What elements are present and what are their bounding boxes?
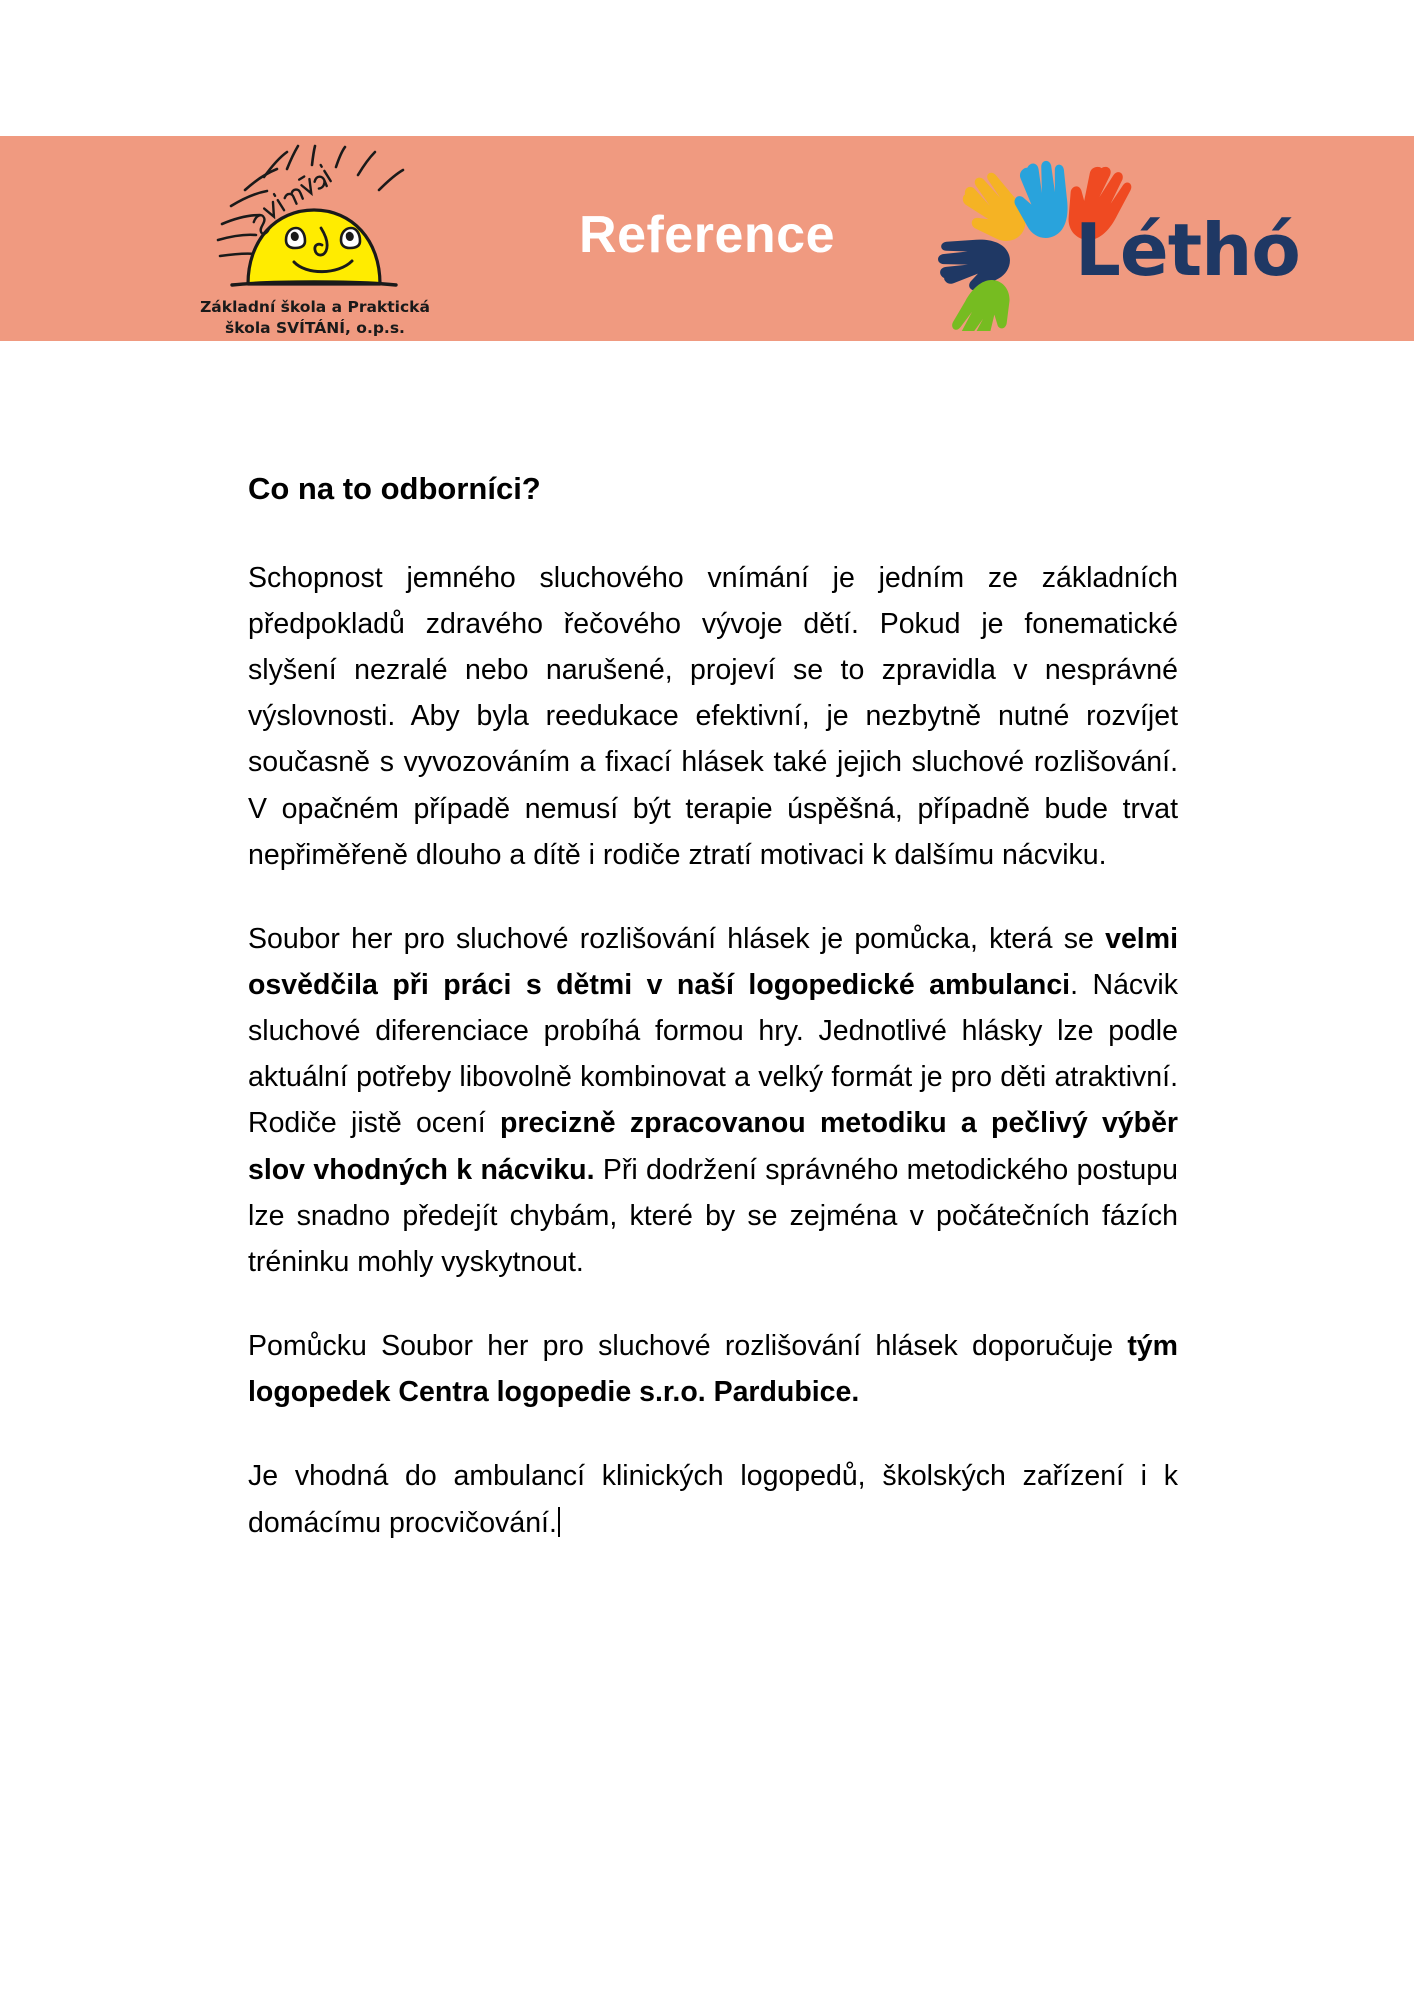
paragraph-3	[248, 1323, 1178, 1415]
paragraph-2-bold-1: velmi osvědčila při práci s dětmi v naší logopedické ambulanci	[248, 922, 1178, 1001]
paragraph-2-bold-2: precizně zpracovanou metodiku a pečlivý výběr slov vhodných k nácviku.	[248, 1107, 1179, 1186]
svitani-caption-line2: škola SVÍTÁNÍ, o.p.s.	[225, 319, 405, 337]
letho-wordmark: Léthó	[1075, 208, 1300, 292]
paragraph-2	[248, 916, 1178, 1285]
document-body	[248, 470, 1178, 1546]
paragraph-2-run-2: . Nácvik sluchové diferenciace probíhá formou hry. Jednotlivé hlásky lze podle aktuální potřeby libovolně kombinovat a velký formát je pro děti atraktivní. Rodiče jistě ocení	[248, 969, 1179, 1140]
paragraph-1-run-1: Schopnost jemného sluchového vnímání je jedním ze základních předpokladů zdravého řečového vývoje dětí. Pokud je fonematické slyšení nezralé nebo narušené, projeví se to zpravidla v nesprávné výslovnosti. Aby byla reedukace efektivní, je nezbytně nutné rozvíjet současně s vyvozováním a fixací hlásek také jejich sluchové rozlišování. V opačném případě nemusí být terapie úspěšná, případně bude trvat nepřiměřeně dlouho a dítě i rodiče ztratí motivaci k dalšímu nácviku.	[248, 561, 1178, 871]
svitani-sun-logo	[190, 144, 440, 339]
text-cursor	[558, 1507, 560, 1537]
paragraph-1	[248, 555, 1178, 878]
paragraph-4-run-1: Je vhodná do ambulancí klinických logopedů, školských zařízení i k domácímu procvičování.	[248, 1460, 1178, 1539]
banner-title-text: Reference	[579, 205, 835, 264]
paragraph-3-bold-1: tým logopedek Centra logopedie s.r.o. Pardubice.	[248, 1330, 1178, 1409]
paragraph-4	[248, 1453, 1178, 1545]
page-title: Co na to odborníci?	[248, 471, 541, 506]
paragraph-2-run-1: Soubor her pro sluchové rozlišování hlásek je pomůcka, která se	[248, 922, 1106, 955]
header-banner	[0, 136, 1414, 341]
paragraph-2-run-3: Při dodržení správného metodického postupu lze snadno předejít chybám, které by se zejména v počátečních fázích tréninku mohly vyskytnout.	[248, 1153, 1178, 1278]
svitani-caption-line1: Základní škola a Praktická	[200, 298, 430, 316]
paragraph-3-run-1: Pomůcku Soubor her pro sluchové rozlišování hlásek doporučuje	[248, 1330, 1128, 1363]
